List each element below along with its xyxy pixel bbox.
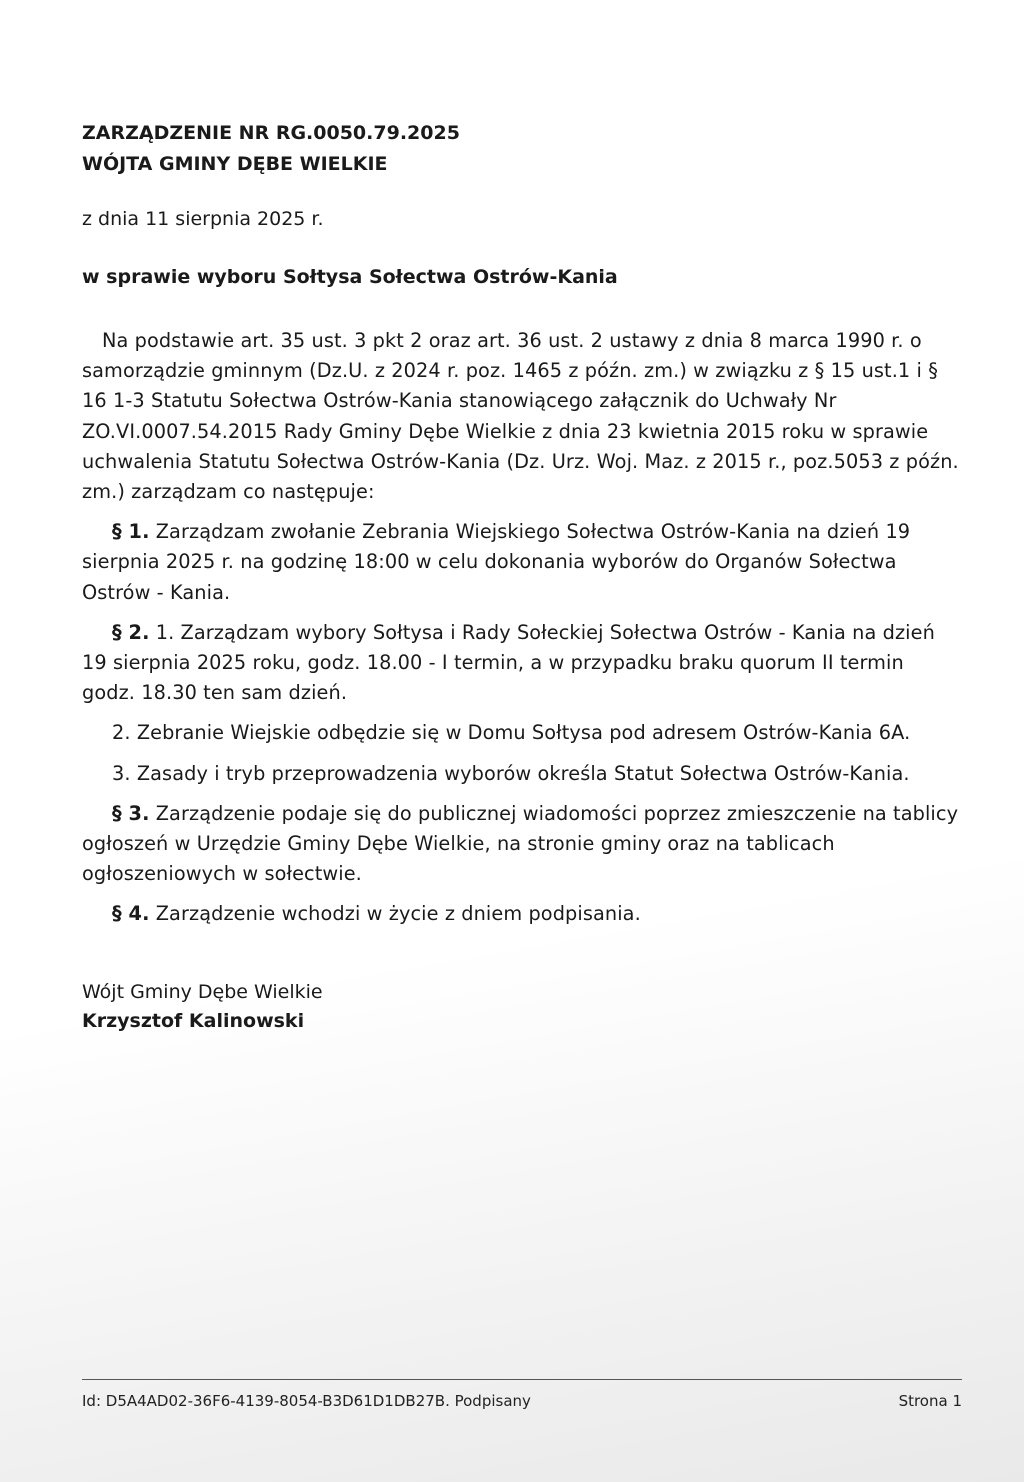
paragraph-2-point-3: [82, 759, 962, 789]
preamble-paragraph: Na podstawie art. 35 ust. 3 pkt 2 oraz art. 36 ust. 2 ustawy z dnia 8 marca 1990 r. o samorządzie gminnym (Dz.U. z 2024 r. poz. 1465 z późn. zm.) w związku z § 15 ust.1 i § 16 1-3 Statutu Sołectwa Ostrów-Kania stanowiącego załącznik do Uchwały Nr ZO.VI.0007.54.2015 Rady Gminy Dębe Wielkie z dnia 23 kwietnia 2015 roku w sprawie uchwalenia Statutu Sołectwa Ostrów-Kania (Dz. Urz. Woj. Maz. z 2015 r., poz.5053 z późn. zm.) zarządzam co następuje:: [82, 329, 959, 504]
paragraph-3-text: Zarządzenie podaje się do publicznej wiadomości poprzez zmieszczenie na tablicy ogłoszeń w Urzędzie Gminy Dębe Wielkie, na stronie gminy oraz na tablicach ogłoszeniowych w sołectwie.: [82, 801, 959, 886]
signature-block: [82, 978, 962, 1036]
paragraph-4-text: Zarządzenie wchodzi w życie z dniem podpisania.: [155, 902, 641, 926]
document-date: z dnia 11 sierpnia 2025 r.: [82, 208, 324, 230]
paragraph-4-mark: § 4.: [112, 902, 150, 926]
signature-office: Wójt Gminy Dębe Wielkie: [82, 980, 323, 1003]
paragraph-2-point-2-text: 2. Zebranie Wiejskie odbędzie się w Domu Sołtysa pod adresem Ostrów-Kania 6A.: [112, 721, 911, 745]
document-subject: w sprawie wyboru Sołtysa Sołectwa Ostrów-Kania: [82, 266, 618, 288]
document-page: [82, 118, 962, 1036]
paragraph-2-mark: § 2.: [112, 620, 150, 644]
paragraph-3-mark: § 3.: [112, 801, 150, 825]
paragraph-3: [82, 799, 962, 890]
footer-document-id: Id: D5A4AD02-36F6-4139-8054-B3D61D1DB27B. Podpisany: [82, 1392, 531, 1410]
document-title-line1: ZARZĄDZENIE NR RG.0050.79.2025: [82, 122, 460, 144]
footer-page-number: Strona 1: [898, 1392, 962, 1410]
footer-divider: [82, 1379, 962, 1380]
document-title-line2: WÓJTA GMINY DĘBE WIELKIE: [82, 153, 388, 175]
paragraph-1-text: Zarządzam zwołanie Zebrania Wiejskiego Sołectwa Ostrów-Kania na dzień 19 sierpnia 2025 r. na godzinę 18:00 w celu dokonania wyborów do Organów Sołectwa Ostrów - Kania.: [82, 520, 911, 604]
paragraph-2: [82, 618, 962, 709]
paragraph-2-text: 1. Zarządzam wybory Sołtysa i Rady Sołeckiej Sołectwa Ostrów - Kania na dzień 19 sierpnia 2025 roku, godz. 18.00 - I termin, a w przypadku braku quorum II termin godz. 18.30 ten sam dzień.: [82, 620, 935, 705]
footer-row: [82, 1392, 962, 1410]
signature-name: Krzysztof Kalinowski: [82, 1009, 305, 1032]
paragraph-2-point-2: [82, 718, 962, 748]
paragraph-1: [82, 517, 962, 608]
paragraph-2-point-3-text: 3. Zasady i tryb przeprowadzenia wyborów określa Statut Sołectwa Ostrów-Kania.: [112, 761, 910, 785]
paragraph-4: [82, 899, 962, 929]
page-footer: [82, 1379, 962, 1410]
paragraph-1-mark: § 1.: [112, 520, 150, 544]
